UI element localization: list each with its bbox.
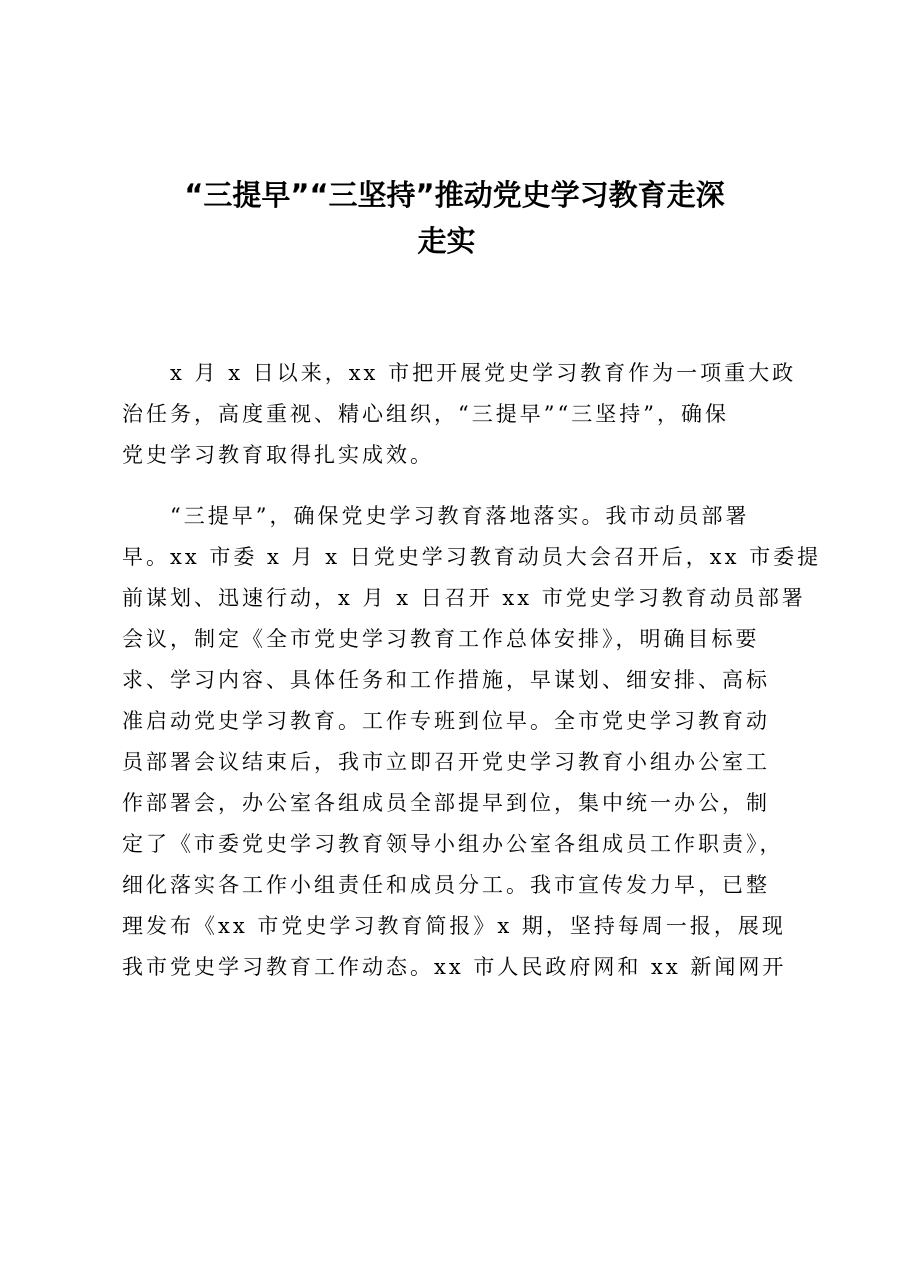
- paragraph-line: x 月 x 日以来，xx 市把开展党史学习教育作为一项重大政: [170, 361, 797, 385]
- document-body: [122, 353, 822, 1008]
- paragraph-1: [122, 353, 797, 476]
- paragraph-2: [122, 496, 822, 988]
- document-title: [0, 172, 909, 264]
- paragraph-line: 前谋划、迅速行动，x 月 x 日召开 xx 市党史学习教育动员部署: [122, 586, 806, 610]
- title-line-1: “三提早”“三坚持”推动党史学习教育走深: [184, 178, 725, 212]
- paragraph-line: 员部署会议结束后，我市立即召开党史学习教育小组办公室工: [122, 750, 770, 774]
- paragraph-line: 作部署会，办公室各组成员全部提早到位，集中统一办公，制: [122, 791, 770, 815]
- paragraph-line: 治任务，高度重视、精心组织，“三提早”“三坚持”，确保: [122, 402, 729, 426]
- paragraph-line: 定了《市委党史学习教育领导小组办公室各组成员工作职责》，: [122, 832, 784, 856]
- paragraph-line: 早。xx 市委 x 月 x 日党史学习教育动员大会召开后，xx 市委提: [122, 545, 822, 569]
- paragraph-line: 党史学习教育取得扎实成效。: [122, 443, 434, 467]
- paragraph-line: “三提早”，确保党史学习教育落地落实。我市动员部署: [170, 504, 750, 528]
- paragraph-line: 会议，制定《全市党史学习教育工作总体安排》，明确目标要: [122, 627, 760, 651]
- paragraph-line: 细化落实各工作小组责任和成员分工。我市宣传发力早，已整: [122, 873, 770, 897]
- title-line-2: 走实: [417, 224, 476, 258]
- paragraph-line: 准启动党史学习教育。工作专班到位早。全市党史学习教育动: [122, 709, 770, 733]
- paragraph-line: 理发布《xx 市党史学习教育简报》x 期，坚持每周一报，展现: [122, 914, 786, 938]
- paragraph-line: 求、学习内容、具体任务和工作措施，早谋划、细安排、高标: [122, 668, 770, 692]
- paragraph-line: 我市党史学习教育工作动态。xx 市人民政府网和 xx 新闻网开: [122, 955, 787, 979]
